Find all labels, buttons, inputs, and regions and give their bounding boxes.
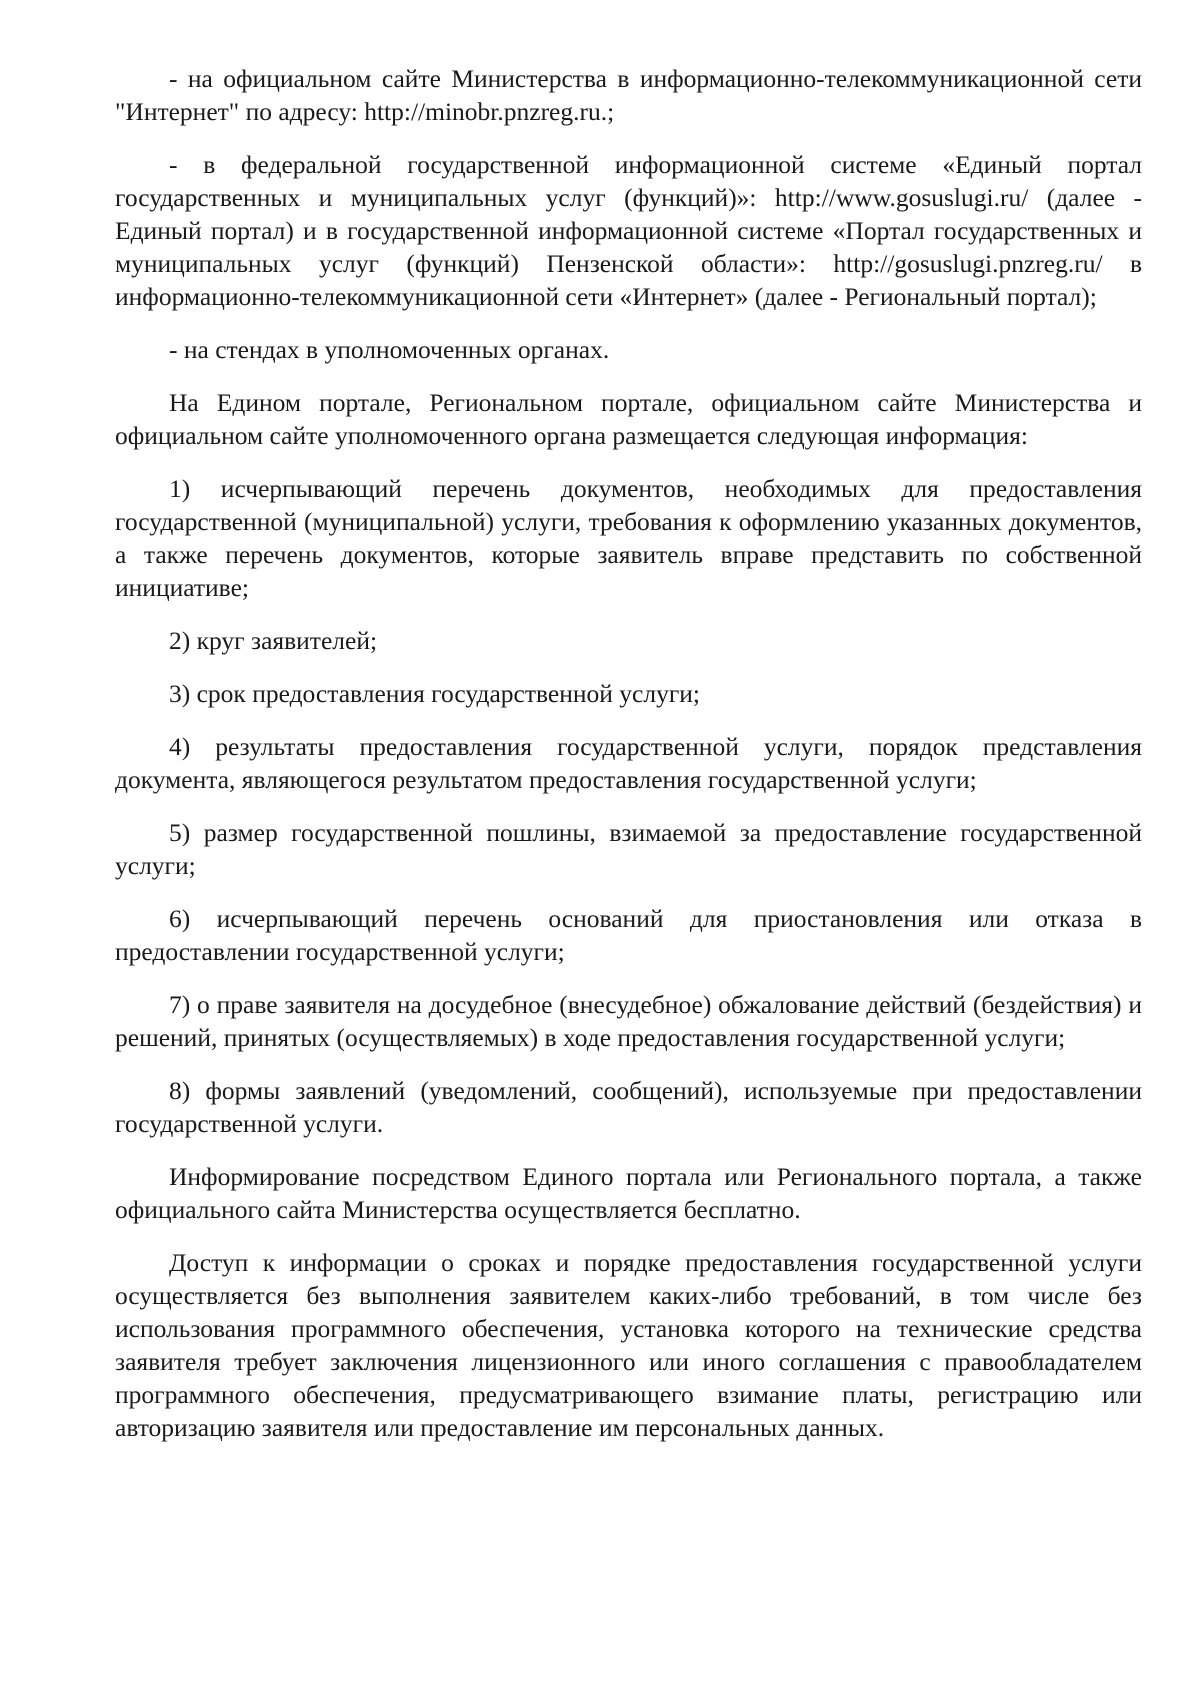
list-item-6: 6) исчерпывающий перечень оснований для приостановления или отказа в предоставлении государственной услуги; [115, 904, 1142, 966]
list-item-3: 3) срок предоставления государственной услуги; [169, 679, 701, 708]
paragraph-official-site: - на официальном сайте Министерства в информационно-телекоммуникационной сети "Интернет" по адресу: http://minobr.pnzreg.ru.; [115, 64, 1142, 126]
list-item-4: 4) результаты предоставления государственной услуги, порядок представления документа, являющегося результатом предоставления государственной услуги; [115, 732, 1142, 794]
paragraph-stands: - на стендах в уполномоченных органах. [169, 335, 610, 364]
list-item-5: 5) размер государственной пошлины, взимаемой за предоставление государственной услуги; [115, 818, 1142, 880]
list-item-1: 1) исчерпывающий перечень документов, необходимых для предоставления государственной (муниципальной) услуги, требования к оформлению указанных документов, а также перечень документов, которые заявитель вправе представить по собственной инициативе; [115, 474, 1142, 602]
list-item-2: 2) круг заявителей; [169, 626, 378, 655]
list-item-7: 7) о праве заявителя на досудебное (внесудебное) обжалование действий (бездействия) и решений, принятых (осуществляемых) в ходе предоставления государственной услуги; [115, 990, 1142, 1052]
paragraph-portals: - в федеральной государственной информационной системе «Единый портал государственных и муниципальных услуг (функций)»: http://www.gosuslugi.ru/ (далее - Единый портал) и в государственной информационной системе «Портал государственных и муниципальных услуг (функций) Пензенской области»: http://gosuslugi.pnzreg.ru/ в информационно-телекоммуникационной сети «Интернет» (далее - Региональный портал); [115, 150, 1142, 311]
list-item-8: 8) формы заявлений (уведомлений, сообщений), используемые при предоставлении государственной услуги. [115, 1076, 1142, 1138]
paragraph-info-intro: На Едином портале, Региональном портале, официальном сайте Министерства и официальном сайте уполномоченного органа размещается следующая информация: [115, 388, 1142, 450]
paragraph-free-info: Информирование посредством Единого портала или Регионального портала, а также официального сайта Министерства осуществляется бесплатно. [115, 1162, 1142, 1224]
paragraph-access: Доступ к информации о сроках и порядке предоставления государственной услуги осуществляется без выполнения заявителем каких-либо требований, в том числе без использования программного обеспечения, установка которого на технические средства заявителя требует заключения лицензионного или иного соглашения с правообладателем программного обеспечения, предусматривающего взимание платы, регистрацию или авторизацию заявителя или предоставление им персональных данных. [115, 1248, 1142, 1442]
